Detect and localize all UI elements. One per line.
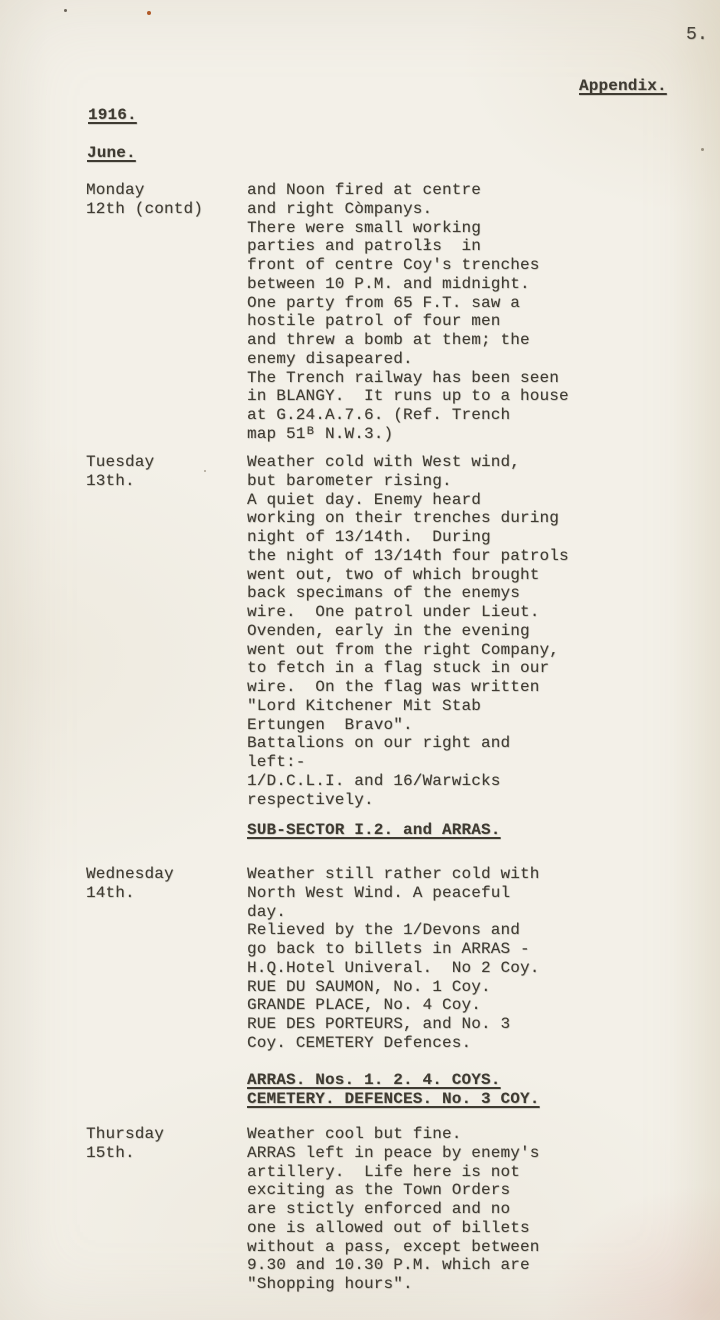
- date-line: 12th (contd): [86, 199, 204, 218]
- text-line: went out from the right Company,: [247, 640, 560, 659]
- text-line: 1/D.C.L.I. and 16/Warwicks: [247, 771, 501, 790]
- text-line: night of 13/14th. During: [247, 528, 491, 546]
- text-line: in BLANGY. It runs up to a house: [247, 387, 569, 406]
- text-line: Weather still rather cold with: [247, 865, 540, 883]
- entry-date: [86, 1125, 164, 1163]
- entry-date: [86, 453, 154, 491]
- text-line: are stictly enforced and no: [247, 1200, 511, 1218]
- heading-line: SUB-SECTOR I.2. and ARRAS.: [247, 821, 501, 839]
- text-line: enemy disapeared.: [247, 349, 413, 368]
- text-line: GRANDE PLACE, No. 4 Coy.: [247, 996, 482, 1015]
- section-heading: [247, 821, 501, 840]
- text-line: and right Còmpanys.: [247, 199, 433, 218]
- text-line: Ertungen Bravo".: [247, 715, 413, 734]
- text-line: the night of 13/14th four patrols: [247, 546, 569, 565]
- text-line: exciting as the Town Orders: [247, 1181, 511, 1200]
- entry-text: [247, 181, 569, 444]
- text-line: Ovenden, early in the evening: [247, 621, 530, 640]
- text-line: "Lord Kitchener Mit Stab: [247, 696, 482, 715]
- text-line: The Trench railway has been seen: [247, 368, 560, 387]
- date-line: 15th.: [86, 1143, 135, 1162]
- text-line: Weather cool but fine.: [247, 1125, 462, 1143]
- text-line: North West Wind. A peaceful: [247, 883, 511, 902]
- entry-text: [247, 865, 540, 1053]
- text-line: respectively.: [247, 790, 374, 809]
- text-line: "Shopping hours".: [247, 1275, 413, 1293]
- text-line: Battalions on our right and: [247, 734, 511, 753]
- text-line: parties and patrolłs in: [247, 237, 482, 256]
- text-line: to fetch in a flag stuck in our: [247, 659, 550, 678]
- text-line: and threw a bomb at them; the: [247, 331, 530, 349]
- date-line: 14th.: [86, 883, 135, 902]
- paper-speck: [204, 470, 206, 472]
- section-heading: [247, 1071, 540, 1109]
- date-line: Wednesday: [86, 865, 174, 883]
- text-line: front of centre Coy's trenches: [247, 256, 540, 274]
- paper-speck: [64, 9, 67, 12]
- text-line: ARRAS left in peace by enemy's: [247, 1143, 540, 1162]
- text-line: hostile patrol of four men: [247, 312, 501, 331]
- entry-date: [86, 181, 203, 219]
- text-line: There were small working: [247, 218, 482, 237]
- text-line: Relieved by the 1/Devons and: [247, 921, 521, 940]
- year-heading: 1916.: [88, 106, 137, 124]
- paper-speck: [147, 11, 151, 15]
- heading-line: ARRAS. Nos. 1. 2. 4. COYS.: [247, 1071, 501, 1089]
- text-line: wire. One patrol under Lieut.: [247, 603, 540, 621]
- text-line: A quiet day. Enemy heard: [247, 490, 482, 509]
- text-line: but barometer rising.: [247, 471, 452, 490]
- text-line: between 10 P.M. and midnight.: [247, 274, 530, 293]
- text-line: and Noon fired at centre: [247, 181, 482, 199]
- entry-text: [247, 1125, 540, 1294]
- text-line: One party from 65 F.T. saw a: [247, 293, 521, 312]
- month-heading: June.: [87, 144, 136, 162]
- appendix-heading: Appendix.: [579, 77, 667, 95]
- text-line: day.: [247, 902, 287, 921]
- text-line: left:-: [247, 753, 306, 771]
- text-line: one is allowed out of billets: [247, 1218, 530, 1237]
- text-line: Coy. CEMETERY Defences.: [247, 1033, 472, 1052]
- entry-text: [247, 453, 569, 809]
- text-line: 9.30 and 10.30 P.M. which are: [247, 1256, 530, 1275]
- text-line: without a pass, except between: [247, 1237, 540, 1256]
- text-line: map 51ᴮ N.W.3.): [247, 424, 394, 443]
- text-line: RUE DU SAUMON, No. 1 Coy.: [247, 977, 491, 996]
- text-line: go back to billets in ARRAS -: [247, 940, 530, 958]
- text-line: went out, two of which brought: [247, 565, 540, 584]
- text-line: H.Q.Hotel Univeral. No 2 Coy.: [247, 958, 540, 977]
- date-line: Monday: [86, 181, 145, 199]
- heading-line: CEMETERY. DEFENCES. No. 3 COY.: [247, 1089, 540, 1108]
- text-line: wire. On the flag was written: [247, 678, 540, 696]
- text-line: at G.24.A.7.6. (Ref. Trench: [247, 406, 511, 424]
- date-line: Thursday: [86, 1125, 165, 1143]
- date-line: 13th.: [86, 471, 135, 490]
- text-line: back specimans of the enemys: [247, 584, 521, 603]
- entry-date: [86, 865, 174, 903]
- date-line: Tuesday: [86, 453, 155, 471]
- page-number: 5.: [686, 25, 708, 45]
- text-line: artillery. Life here is not: [247, 1162, 521, 1181]
- text-line: working on their trenches during: [247, 509, 560, 528]
- text-line: RUE DES PORTEURS, and No. 3: [247, 1015, 511, 1033]
- text-line: Weather cold with West wind,: [247, 453, 521, 471]
- paper-speck: [701, 148, 704, 151]
